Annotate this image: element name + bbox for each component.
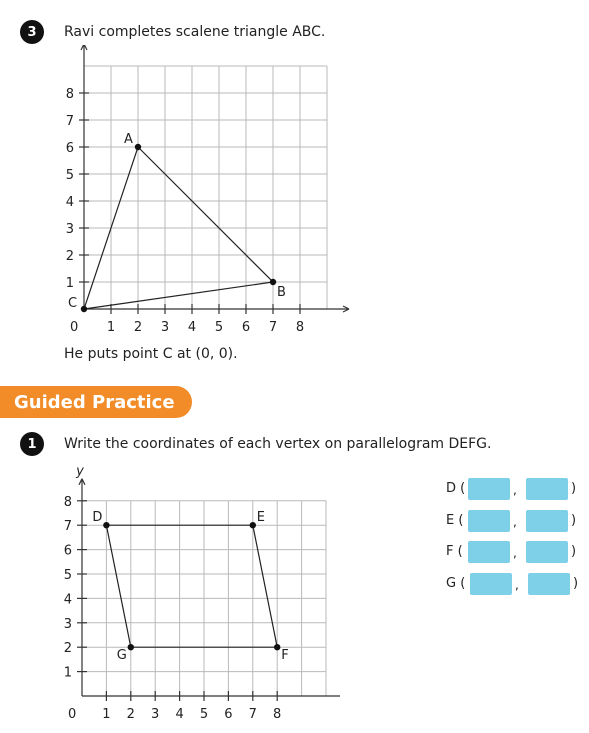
parallelogram-graph-x-tick-label: 7 xyxy=(248,707,257,722)
answer-comma-g: , xyxy=(515,578,519,592)
triangle-graph-origin-label: 0 xyxy=(70,320,79,335)
parallelogram-graph-point-f xyxy=(274,644,280,650)
triangle-graph-point-label-c: C xyxy=(68,296,78,311)
parallelogram-graph-y-tick-label: 8 xyxy=(63,494,72,510)
parallelogram-graph xyxy=(50,458,340,730)
question-3-footer: He puts point C at (0, 0). xyxy=(64,346,238,362)
parallelogram-graph-x-tick-label: 6 xyxy=(224,707,233,722)
parallelogram-graph-x-tick-label: 1 xyxy=(102,707,111,722)
answer-row-f xyxy=(446,541,586,565)
triangle-graph-y-tick-label: 4 xyxy=(65,195,74,210)
triangle-graph-x-tick-label: 8 xyxy=(295,320,305,335)
question-3-badge xyxy=(20,20,44,44)
parallelogram-graph-point-d xyxy=(103,522,109,528)
question-1-badge xyxy=(20,432,44,456)
answer-close-g: ) xyxy=(573,576,579,591)
triangle-graph-point-a xyxy=(135,144,141,150)
answer-d-x-input[interactable] xyxy=(468,478,510,500)
question-3-prompt: Ravi completes scalene triangle ABC. xyxy=(64,24,326,40)
parallelogram-graph-point-label-d: D xyxy=(92,510,103,526)
parallelogram-graph-x-tick-label: 4 xyxy=(175,707,184,722)
triangle-graph-point-c xyxy=(81,306,87,312)
answer-row-d xyxy=(446,478,586,502)
parallelogram-graph-y-tick-label: 1 xyxy=(63,665,72,681)
parallelogram-graph-point-e xyxy=(250,522,256,528)
answer-row-g xyxy=(446,573,586,597)
parallelogram-graph-point-label-f: F xyxy=(281,648,289,664)
triangle-graph-x-tick-label: 4 xyxy=(187,320,197,335)
parallelogram-graph-y-tick-label: 6 xyxy=(63,543,72,559)
triangle-graph-y-tick-label: 5 xyxy=(65,168,74,183)
parallelogram-graph-point-label-e: E xyxy=(256,510,266,526)
answer-comma-f: , xyxy=(513,546,517,560)
triangle-graph-x-tick-label: 3 xyxy=(160,320,170,335)
question-1-number: 1 xyxy=(27,436,37,452)
triangle-graph-point-label-b: B xyxy=(277,285,286,300)
answer-label-g: G ( xyxy=(446,576,466,591)
triangle-graph-y-tick-label: 6 xyxy=(65,141,74,156)
answer-g-x-input[interactable] xyxy=(470,573,512,595)
answer-f-x-input[interactable] xyxy=(468,541,510,563)
triangle-graph-point-label-a: A xyxy=(124,132,133,147)
triangle-graph-point-b xyxy=(270,279,276,285)
parallelogram-graph-y-tick-label: 2 xyxy=(63,641,72,657)
guided-practice-banner xyxy=(0,386,192,418)
triangle-graph-grid xyxy=(84,66,327,309)
triangle-graph-y-tick-label: 3 xyxy=(65,222,74,237)
triangle-graph-x-tick-label: 7 xyxy=(268,320,278,335)
parallelogram-graph-shape xyxy=(106,525,277,647)
triangle-graph-y-tick-label: 2 xyxy=(65,249,74,264)
parallelogram-graph-point-label-g: G xyxy=(116,648,127,664)
triangle-graph-x-tick-label: 6 xyxy=(241,320,251,335)
answer-row-e xyxy=(446,510,586,534)
guided-practice-title: Guided Practice xyxy=(14,391,175,413)
parallelogram-graph-point-g xyxy=(128,644,134,650)
question-3-number: 3 xyxy=(27,24,37,40)
parallelogram-graph-x-tick-label: 5 xyxy=(199,707,209,722)
parallelogram-graph-grid xyxy=(82,501,326,696)
answer-g-y-input[interactable] xyxy=(528,573,570,595)
triangle-graph-x-tick-label: 5 xyxy=(214,320,224,335)
answer-e-y-input[interactable] xyxy=(526,510,568,532)
triangle-graph-x-tick-label: 1 xyxy=(106,320,116,335)
triangle-graph xyxy=(50,45,350,335)
parallelogram-graph-y-tick-label: 3 xyxy=(63,616,72,632)
answer-d-y-input[interactable] xyxy=(526,478,568,500)
answer-e-x-input[interactable] xyxy=(468,510,510,532)
parallelogram-graph-y-axis-label: y xyxy=(76,463,84,479)
answer-label-e: E ( xyxy=(446,513,464,528)
parallelogram-graph-x-tick-label: 3 xyxy=(151,707,160,722)
answer-comma-e: , xyxy=(513,515,517,529)
triangle-graph-y-tick-label: 7 xyxy=(65,114,74,129)
answer-label-f: F ( xyxy=(446,544,463,559)
answer-label-d: D ( xyxy=(446,481,466,496)
parallelogram-graph-y-tick-label: 5 xyxy=(63,568,72,583)
answer-close-e: ) xyxy=(571,513,577,528)
triangle-graph-x-tick-label: 2 xyxy=(133,320,143,335)
answer-close-f: ) xyxy=(571,544,577,559)
answer-close-d: ) xyxy=(571,481,577,496)
answer-f-y-input[interactable] xyxy=(526,541,568,563)
parallelogram-graph-x-tick-label: 8 xyxy=(273,707,282,722)
parallelogram-graph-y-tick-label: 7 xyxy=(63,519,72,535)
parallelogram-graph-x-tick-label: 2 xyxy=(126,707,135,722)
parallelogram-graph-origin-label: 0 xyxy=(68,707,77,722)
triangle-graph-y-tick-label: 8 xyxy=(65,87,74,102)
answer-comma-d: , xyxy=(513,483,517,497)
triangle-graph-y-tick-label: 1 xyxy=(65,276,74,291)
parallelogram-graph-y-tick-label: 4 xyxy=(63,592,72,608)
question-1-prompt: Write the coordinates of each vertex on parallelogram DEFG. xyxy=(64,436,492,452)
